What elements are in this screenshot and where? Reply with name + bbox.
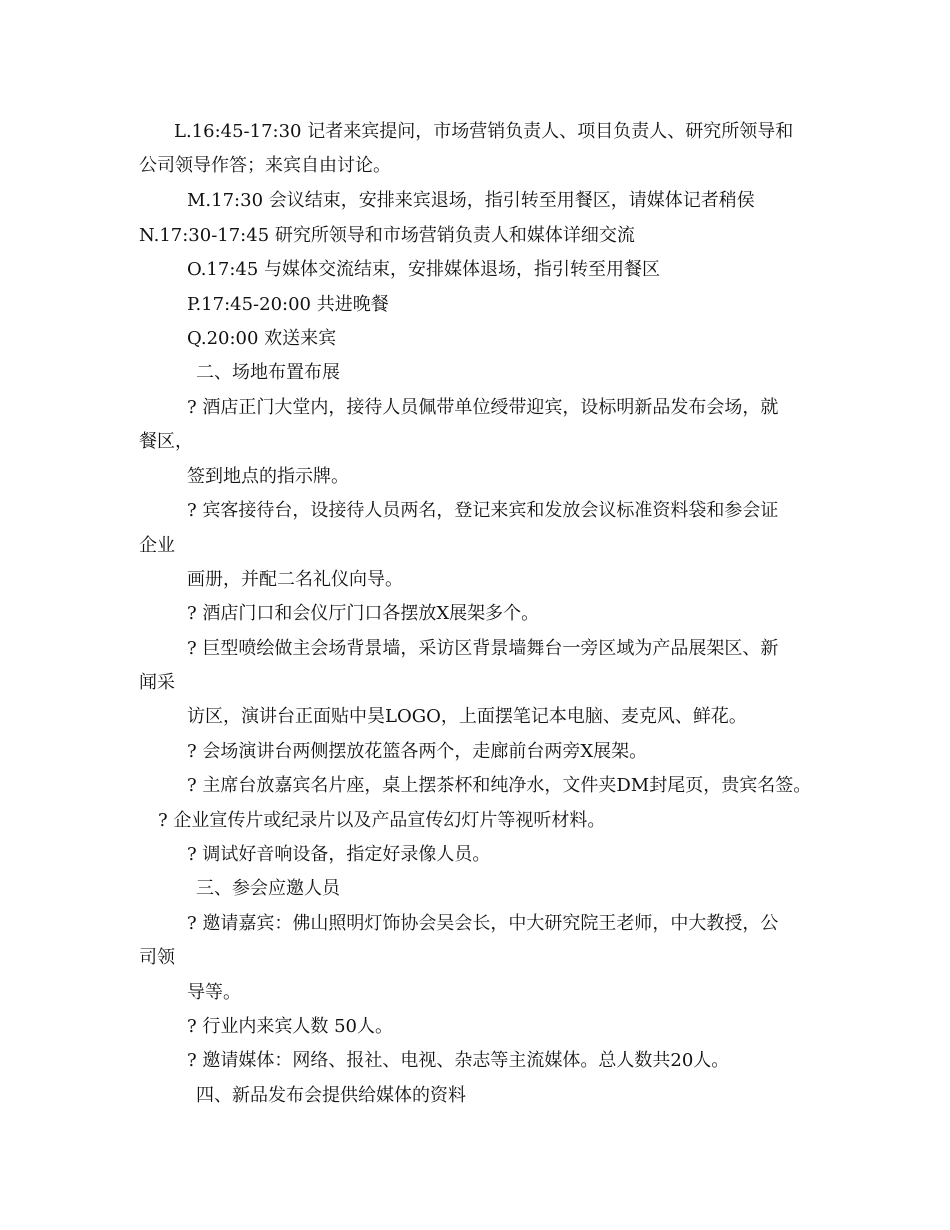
section-heading-media-materials: 四、新品发布会提供给媒体的资料 [196,1085,466,1106]
schedule-item-q: Q.20:00 欢送来宾 [187,328,337,349]
list-item: ? 邀请嘉宾：佛山照明灯饰协会吴会长，中大研究院王老师，中大教授，公 [187,913,779,934]
list-item: ? 主席台放嘉宾名片座，桌上摆茶杯和纯净水，文件夹DM封尾页，贵宾名签。 [187,775,812,796]
list-item: ? 酒店正门大堂内，接待人员佩带单位绶带迎宾，设标明新品发布会场，就 [187,397,779,418]
list-item-continued: 企业 [139,535,175,556]
list-item: ? 企业宣传片或纪录片以及产品宣传幻灯片等视听材料。 [158,810,606,831]
schedule-item-o: O.17:45 与媒体交流结束，安排媒体退场，指引转至用餐区 [187,259,661,280]
section-heading-venue-layout: 二、场地布置布展 [196,362,340,383]
list-item: ? 会场演讲台两侧摆放花篮各两个，走廊前台两旁X展架。 [187,741,648,762]
section-heading-invited-attendees: 三、参会应邀人员 [196,878,340,899]
list-item-continued: 画册，并配二名礼仪向导。 [187,569,403,590]
list-item-continued: 访区，演讲台正面贴中昊LOGO，上面摆笔记本电脑、麦克风、鲜花。 [187,706,747,727]
schedule-item-l: L.16:45-17:30 记者来宾提问，市场营销负责人、项目负责人、研究所领导和 [174,121,794,142]
schedule-item-p: P.17:45-20:00 共进晚餐 [187,294,389,315]
list-item: ? 巨型喷绘做主会场背景墙，采访区背景墙舞台一旁区域为产品展架区、新 [187,638,779,659]
list-item: ? 宾客接待台，设接待人员两名，登记来宾和发放会议标准资料袋和参会证 [187,500,779,521]
schedule-item-l-continued: 公司领导作答；来宾自由讨论。 [139,155,391,176]
list-item-continued: 闻采 [139,672,175,693]
schedule-item-n: N.17:30-17:45 研究所领导和市场营销负责人和媒体详细交流 [139,225,635,246]
schedule-item-m: M.17:30 会议结束，安排来宾退场，指引转至用餐区，请媒体记者稍侯 [187,190,755,211]
list-item-continued: 司领 [139,947,175,968]
list-item-continued: 导等。 [187,982,241,1003]
list-item: ? 行业内来宾人数 50人。 [187,1016,393,1037]
list-item: ? 调试好音响设备，指定好录像人员。 [187,844,491,865]
list-item: ? 邀请媒体：网络、报社、电视、杂志等主流媒体。总人数共20人。 [187,1050,730,1071]
list-item: ? 酒店门口和会仪厅门口各摆放X展架多个。 [187,603,540,624]
list-item-continued: 签到地点的指示牌。 [187,466,349,487]
list-item-continued: 餐区， [139,431,193,452]
